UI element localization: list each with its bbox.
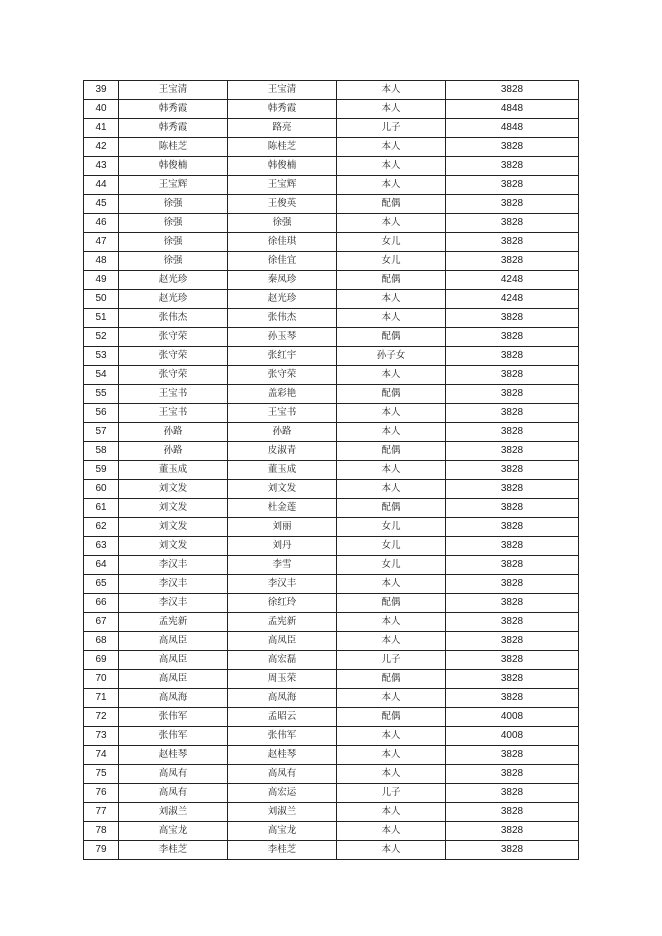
member-name-cell: 张伟军	[228, 727, 337, 746]
member-name-cell: 王宝书	[228, 404, 337, 423]
household-head-cell: 韩秀霞	[119, 100, 228, 119]
household-head-cell: 徐强	[119, 252, 228, 271]
table-row	[84, 594, 579, 613]
relation-cell: 本人	[337, 632, 446, 651]
amount-cell: 3828	[446, 347, 579, 366]
relation-cell: 本人	[337, 100, 446, 119]
table-row	[84, 138, 579, 157]
relation-cell: 本人	[337, 575, 446, 594]
table-row	[84, 537, 579, 556]
row-number-cell: 54	[84, 366, 119, 385]
member-name-cell: 孟昭云	[228, 708, 337, 727]
table-row	[84, 499, 579, 518]
relation-cell: 本人	[337, 803, 446, 822]
member-name-cell: 陈桂芝	[228, 138, 337, 157]
table-row	[84, 366, 579, 385]
table-row	[84, 727, 579, 746]
table-row	[84, 309, 579, 328]
row-number-cell: 56	[84, 404, 119, 423]
relation-cell: 儿子	[337, 651, 446, 670]
amount-cell: 3828	[446, 670, 579, 689]
relation-cell: 本人	[337, 290, 446, 309]
relation-cell: 本人	[337, 613, 446, 632]
member-name-cell: 李汉丰	[228, 575, 337, 594]
household-head-cell: 董玉成	[119, 461, 228, 480]
table-row	[84, 81, 579, 100]
member-name-cell: 徐佳宜	[228, 252, 337, 271]
relation-cell: 配偶	[337, 499, 446, 518]
row-number-cell: 63	[84, 537, 119, 556]
household-head-cell: 孟宪新	[119, 613, 228, 632]
amount-cell: 3828	[446, 252, 579, 271]
amount-cell: 3828	[446, 309, 579, 328]
table-row	[84, 233, 579, 252]
row-number-cell: 57	[84, 423, 119, 442]
row-number-cell: 50	[84, 290, 119, 309]
row-number-cell: 71	[84, 689, 119, 708]
relation-cell: 本人	[337, 689, 446, 708]
member-name-cell: 刘淑兰	[228, 803, 337, 822]
amount-cell: 3828	[446, 803, 579, 822]
row-number-cell: 41	[84, 119, 119, 138]
relation-cell: 本人	[337, 366, 446, 385]
row-number-cell: 62	[84, 518, 119, 537]
member-name-cell: 高宝龙	[228, 822, 337, 841]
member-name-cell: 韩秀霞	[228, 100, 337, 119]
member-name-cell: 高凤有	[228, 765, 337, 784]
table-row	[84, 176, 579, 195]
member-name-cell: 徐强	[228, 214, 337, 233]
table-row	[84, 404, 579, 423]
amount-cell: 4248	[446, 290, 579, 309]
amount-cell: 3828	[446, 328, 579, 347]
table-row	[84, 461, 579, 480]
amount-cell: 3828	[446, 594, 579, 613]
row-number-cell: 79	[84, 841, 119, 860]
table-row	[84, 347, 579, 366]
amount-cell: 3828	[446, 157, 579, 176]
amount-cell: 4248	[446, 271, 579, 290]
relation-cell: 本人	[337, 309, 446, 328]
table-row	[84, 195, 579, 214]
household-head-cell: 张守荣	[119, 328, 228, 347]
amount-cell: 3828	[446, 81, 579, 100]
household-head-cell: 刘淑兰	[119, 803, 228, 822]
household-head-cell: 张伟杰	[119, 309, 228, 328]
amount-cell: 3828	[446, 442, 579, 461]
amount-cell: 4848	[446, 100, 579, 119]
household-head-cell: 刘文发	[119, 480, 228, 499]
member-name-cell: 高宏磊	[228, 651, 337, 670]
member-name-cell: 孟宪新	[228, 613, 337, 632]
member-name-cell: 韩俊楠	[228, 157, 337, 176]
amount-cell: 3828	[446, 176, 579, 195]
amount-cell: 3828	[446, 689, 579, 708]
member-name-cell: 周玉荣	[228, 670, 337, 689]
row-number-cell: 73	[84, 727, 119, 746]
relation-cell: 女儿	[337, 233, 446, 252]
relation-cell: 孙子女	[337, 347, 446, 366]
household-head-cell: 韩俊楠	[119, 157, 228, 176]
amount-cell: 3828	[446, 556, 579, 575]
row-number-cell: 60	[84, 480, 119, 499]
row-number-cell: 48	[84, 252, 119, 271]
amount-cell: 3828	[446, 366, 579, 385]
row-number-cell: 72	[84, 708, 119, 727]
household-head-cell: 李汉丰	[119, 556, 228, 575]
amount-cell: 3828	[446, 499, 579, 518]
table-row	[84, 556, 579, 575]
member-name-cell: 孙路	[228, 423, 337, 442]
table-row	[84, 518, 579, 537]
row-number-cell: 74	[84, 746, 119, 765]
row-number-cell: 67	[84, 613, 119, 632]
table-row	[84, 252, 579, 271]
table-row	[84, 822, 579, 841]
household-head-cell: 赵光珍	[119, 271, 228, 290]
household-head-cell: 高宝龙	[119, 822, 228, 841]
household-head-cell: 高凤有	[119, 784, 228, 803]
member-name-cell: 王宝清	[228, 81, 337, 100]
table-row	[84, 480, 579, 499]
amount-cell: 3828	[446, 423, 579, 442]
table-row	[84, 214, 579, 233]
amount-cell: 3828	[446, 195, 579, 214]
household-head-cell: 李汉丰	[119, 575, 228, 594]
member-name-cell: 赵光珍	[228, 290, 337, 309]
relation-cell: 配偶	[337, 195, 446, 214]
relation-cell: 本人	[337, 461, 446, 480]
spreadsheet-page	[83, 80, 578, 860]
relation-cell: 本人	[337, 214, 446, 233]
amount-cell: 4848	[446, 119, 579, 138]
row-number-cell: 52	[84, 328, 119, 347]
table-row	[84, 290, 579, 309]
household-head-cell: 张伟军	[119, 708, 228, 727]
relation-cell: 配偶	[337, 708, 446, 727]
member-name-cell: 王俊英	[228, 195, 337, 214]
table-row	[84, 689, 579, 708]
relation-cell: 配偶	[337, 328, 446, 347]
relation-cell: 本人	[337, 480, 446, 499]
household-head-cell: 赵光珍	[119, 290, 228, 309]
household-head-cell: 刘文发	[119, 537, 228, 556]
relation-cell: 女儿	[337, 556, 446, 575]
household-head-cell: 王宝清	[119, 81, 228, 100]
household-head-cell: 徐强	[119, 195, 228, 214]
table-body	[84, 81, 579, 860]
household-head-cell: 高凤臣	[119, 651, 228, 670]
row-number-cell: 44	[84, 176, 119, 195]
row-number-cell: 55	[84, 385, 119, 404]
relation-cell: 本人	[337, 822, 446, 841]
row-number-cell: 42	[84, 138, 119, 157]
relation-cell: 本人	[337, 765, 446, 784]
row-number-cell: 64	[84, 556, 119, 575]
table-row	[84, 746, 579, 765]
relation-cell: 本人	[337, 423, 446, 442]
household-head-cell: 徐强	[119, 233, 228, 252]
member-name-cell: 杜金莲	[228, 499, 337, 518]
row-number-cell: 59	[84, 461, 119, 480]
amount-cell: 3828	[446, 480, 579, 499]
table-row	[84, 632, 579, 651]
relation-cell: 本人	[337, 81, 446, 100]
table-row	[84, 271, 579, 290]
member-name-cell: 王宝辉	[228, 176, 337, 195]
table-row	[84, 765, 579, 784]
row-number-cell: 53	[84, 347, 119, 366]
relation-cell: 本人	[337, 404, 446, 423]
household-head-cell: 高凤有	[119, 765, 228, 784]
member-name-cell: 刘丹	[228, 537, 337, 556]
amount-cell: 3828	[446, 461, 579, 480]
relation-cell: 配偶	[337, 594, 446, 613]
member-name-cell: 赵桂琴	[228, 746, 337, 765]
household-head-cell: 李汉丰	[119, 594, 228, 613]
row-number-cell: 43	[84, 157, 119, 176]
amount-cell: 3828	[446, 841, 579, 860]
relation-cell: 本人	[337, 157, 446, 176]
table-row	[84, 157, 579, 176]
amount-cell: 4008	[446, 708, 579, 727]
household-head-cell: 李桂芝	[119, 841, 228, 860]
member-name-cell: 张守荣	[228, 366, 337, 385]
member-name-cell: 路亮	[228, 119, 337, 138]
household-head-cell: 高凤臣	[119, 670, 228, 689]
table-row	[84, 423, 579, 442]
table-row	[84, 100, 579, 119]
row-number-cell: 77	[84, 803, 119, 822]
relation-cell: 女儿	[337, 518, 446, 537]
relation-cell: 配偶	[337, 271, 446, 290]
amount-cell: 3828	[446, 613, 579, 632]
row-number-cell: 78	[84, 822, 119, 841]
amount-cell: 3828	[446, 651, 579, 670]
member-name-cell: 徐佳琪	[228, 233, 337, 252]
member-name-cell: 盖彩艳	[228, 385, 337, 404]
member-name-cell: 高凤海	[228, 689, 337, 708]
relation-cell: 本人	[337, 138, 446, 157]
relation-cell: 儿子	[337, 119, 446, 138]
member-name-cell: 李雪	[228, 556, 337, 575]
table-row	[84, 442, 579, 461]
amount-cell: 4008	[446, 727, 579, 746]
table-row	[84, 575, 579, 594]
amount-cell: 3828	[446, 784, 579, 803]
table-row	[84, 385, 579, 404]
relation-cell: 配偶	[337, 385, 446, 404]
relation-cell: 配偶	[337, 670, 446, 689]
household-head-cell: 高凤海	[119, 689, 228, 708]
table-row	[84, 803, 579, 822]
household-head-cell: 张伟军	[119, 727, 228, 746]
row-number-cell: 66	[84, 594, 119, 613]
household-head-cell: 王宝书	[119, 404, 228, 423]
amount-cell: 3828	[446, 404, 579, 423]
household-head-cell: 张守荣	[119, 347, 228, 366]
relation-cell: 女儿	[337, 252, 446, 271]
row-number-cell: 65	[84, 575, 119, 594]
amount-cell: 3828	[446, 385, 579, 404]
relation-cell: 儿子	[337, 784, 446, 803]
member-name-cell: 李桂芝	[228, 841, 337, 860]
row-number-cell: 40	[84, 100, 119, 119]
amount-cell: 3828	[446, 765, 579, 784]
household-head-cell: 王宝书	[119, 385, 228, 404]
member-name-cell: 高宏运	[228, 784, 337, 803]
row-number-cell: 68	[84, 632, 119, 651]
amount-cell: 3828	[446, 746, 579, 765]
table-row	[84, 670, 579, 689]
member-name-cell: 张伟杰	[228, 309, 337, 328]
member-name-cell: 皮淑青	[228, 442, 337, 461]
member-name-cell: 刘丽	[228, 518, 337, 537]
household-head-cell: 王宝辉	[119, 176, 228, 195]
member-name-cell: 徐红玲	[228, 594, 337, 613]
row-number-cell: 51	[84, 309, 119, 328]
row-number-cell: 76	[84, 784, 119, 803]
row-number-cell: 58	[84, 442, 119, 461]
relation-cell: 本人	[337, 727, 446, 746]
household-head-cell: 刘文发	[119, 518, 228, 537]
row-number-cell: 45	[84, 195, 119, 214]
table-row	[84, 784, 579, 803]
row-number-cell: 49	[84, 271, 119, 290]
amount-cell: 3828	[446, 214, 579, 233]
amount-cell: 3828	[446, 233, 579, 252]
table-row	[84, 328, 579, 347]
relation-cell: 配偶	[337, 442, 446, 461]
relation-cell: 本人	[337, 746, 446, 765]
table-row	[84, 119, 579, 138]
row-number-cell: 47	[84, 233, 119, 252]
member-name-cell: 孙玉琴	[228, 328, 337, 347]
table-row	[84, 651, 579, 670]
relation-cell: 本人	[337, 841, 446, 860]
member-name-cell: 董玉成	[228, 461, 337, 480]
table-row	[84, 841, 579, 860]
household-head-cell: 孙路	[119, 423, 228, 442]
household-head-cell: 陈桂芝	[119, 138, 228, 157]
member-name-cell: 张红宇	[228, 347, 337, 366]
amount-cell: 3828	[446, 632, 579, 651]
row-number-cell: 69	[84, 651, 119, 670]
row-number-cell: 39	[84, 81, 119, 100]
row-number-cell: 61	[84, 499, 119, 518]
household-head-cell: 孙路	[119, 442, 228, 461]
row-number-cell: 46	[84, 214, 119, 233]
household-head-cell: 韩秀霞	[119, 119, 228, 138]
member-name-cell: 刘文发	[228, 480, 337, 499]
household-head-cell: 高凤臣	[119, 632, 228, 651]
row-number-cell: 75	[84, 765, 119, 784]
row-number-cell: 70	[84, 670, 119, 689]
relation-cell: 本人	[337, 176, 446, 195]
amount-cell: 3828	[446, 138, 579, 157]
table-row	[84, 708, 579, 727]
amount-cell: 3828	[446, 537, 579, 556]
relation-cell: 女儿	[337, 537, 446, 556]
amount-cell: 3828	[446, 575, 579, 594]
household-head-cell: 刘文发	[119, 499, 228, 518]
amount-cell: 3828	[446, 822, 579, 841]
beneficiary-table	[83, 80, 579, 860]
household-head-cell: 张守荣	[119, 366, 228, 385]
household-head-cell: 赵桂琴	[119, 746, 228, 765]
amount-cell: 3828	[446, 518, 579, 537]
table-row	[84, 613, 579, 632]
household-head-cell: 徐强	[119, 214, 228, 233]
member-name-cell: 秦凤珍	[228, 271, 337, 290]
member-name-cell: 高凤臣	[228, 632, 337, 651]
